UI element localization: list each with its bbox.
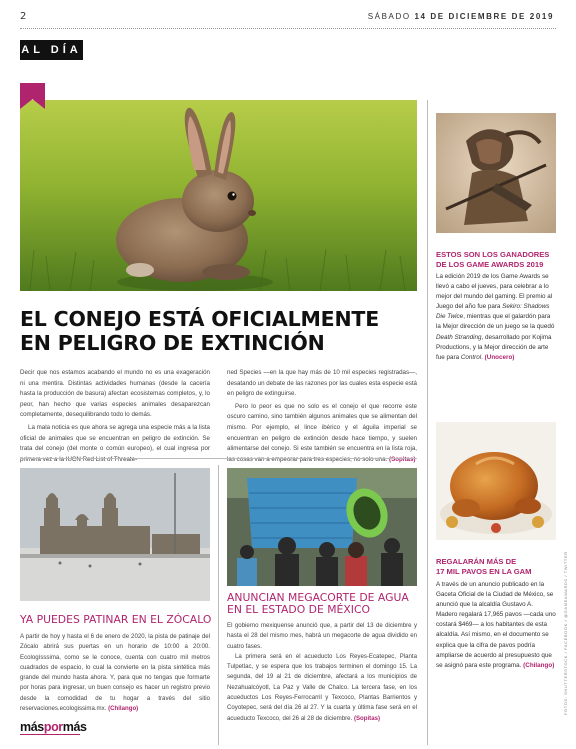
date-line [368,12,554,21]
turkeys-body-text: A través de un anuncio publicado en la Gaceta Oficial de la Ciudad de México, se anunció que la alcaldía Gustavo A. Madero regalará 17,965 pavos —cada uno costará $469— a los habitantes de esta alcaldía. Así mismo, en el documento se explica que la cifra de pavos podría ampliarse de acuerdo al presupuesto que se asignó para este programa. [436,581,556,669]
main-story-paragraph [227,402,417,466]
sidebar-divider [427,100,428,745]
game-title: Sekiro: Shadows Die Twice [436,303,550,321]
turkeys-headline-line-1: REGALARÁN MÁS DE [436,557,517,566]
date-full: 14 DE DICIEMBRE DE 2019 [414,12,554,21]
water-tank-illustration [227,468,417,586]
date-weekday: SÁBADO [367,12,411,21]
game-title: Death Stranding [436,333,482,341]
game-character-illustration [436,113,556,233]
brand-part: más [20,720,44,734]
section-label: AL DÍA [20,40,83,60]
main-headline-line-2: EN PELIGRO DE EXTINCIÓN [20,331,325,355]
water-headline-line-1: ANUNCIAN MEGACORTE DE AGUA [227,591,409,604]
water-paragraph-text: La primera será en el acueducto Los Reyes-Ecatepec, Planta Tulpetlac, y se espera que los trabajos terminen el domingo 15. La segunda, del 19 al 21 de diciembre, afectará a los municipios de Nezahualcóyotl, La Paz y Valle de Chalco. La tercera fase, en los acueductos Los Reyes-Ferrocarril y Texcoco, Plantas Barrientos y Coyotepec, será del día 26 al 27. Y la cuarta y última fase será en el acueducto Texcoco, del 26 al 28 de diciembre. [227,652,417,722]
rabbit-illustration [20,100,417,291]
water-source: (Sopitas) [353,714,381,722]
header-rule [20,28,556,29]
turkeys-headline [436,557,556,577]
zocalo-headline: YA PUEDES PATINAR EN EL ZÓCALO [20,613,212,626]
turkeys-headline-line-2: 17 MIL PAVOS EN LA GAM [436,567,532,576]
turkeys-source: (Chilango) [523,661,555,669]
column-divider [218,465,219,745]
brand-part: más [62,720,87,734]
game-title: Control [460,353,482,361]
main-story-paragraph-text: Pero lo peor es que no solo es el conejo el que recorre este oscuro camino, sino también algunos animales que se alimentan del mismo. Por ejemplo, el lince ibérico y el águila imperial se encuentran en peligro de extinción desde hace tiempo, y suelen alimentarse del conejo. Si este también se encuentra en la lista roja, las cosas van a empeorar para tres especies, no solo una. [227,402,417,463]
brand-logo [20,720,87,734]
awards-headline-line-2: DE LOS GAME AWARDS 2019 [436,260,544,269]
zocalo-body-text: A partir de hoy y hasta el 6 de enero de 2020, la pista de patinaje del Zócalo abrirá sus puertas en un horario de 10:00 a 20:00. Ecologísssima, como se le conoce, cuenta con cuatro mil metros cuadrados de espacio, lo cual la convierte en la pista sintética más grande del mundo hasta ahora. Y, para que no tengas que formarte por horas para ingresar, un buen consejo es hacer un registro previo desde la comodidad de tu hogar a través del sitio reservaciones.ecologissima.mx. [20,633,210,713]
brand-part: por [43,720,63,734]
photo-credit: FOTOS: SHUTTERSTOCK / FACEBOOK / @GAMEAWARDS / TWITTER [563,551,568,715]
cathedral-photo [20,468,210,601]
zocalo-body [20,632,210,714]
game-character-photo [436,113,556,233]
water-headline-line-2: EN EL ESTADO DE MÉXICO [227,603,370,616]
main-headline-line-1: EL CONEJO ESTÁ OFICIALMENTE [20,307,379,331]
water-body [227,621,417,724]
awards-body-text: . [481,353,485,361]
awards-body [436,272,556,363]
main-story-paragraph: La mala noticia es que ahora se agrega una especie más a la lista oficial de animales que se encuentran en peligro de extinción. Se trata del conejo (del monte o común europeo), el cual ingresa por primera vez a la IUCN Red List of Threate- [20,423,210,463]
turkeys-body [436,580,556,671]
section-divider [20,458,417,459]
main-story-paragraph: Decir que nos estamos acabando el mundo no es una exageración ni una mentira. Distintas actividades humanas (desde la cacería hasta la producción de basura) afectan ecosistemas completos, y, lo peor, han hecho que varias especies animales desaparezcan completamente, desequilibrando todo lo demás. [20,369,210,419]
roast-turkey-photo [436,422,556,540]
water-tank-photo [227,468,417,586]
water-headline [227,592,422,616]
main-story-paragraph: ned Species —en la que hay más de 10 mil especies registradas—, desatando un debate de las razones por las cuales esta especie está en peligro de extinguirse. [227,369,417,398]
awards-source: (Unocero) [484,353,515,361]
water-paragraph: El gobierno mexiquense anunció que, a partir del 13 de diciembre y hasta el 28 del mismo mes, habrá un megacorte de agua dividido en cuatro fases. [227,622,417,650]
main-headline [20,307,420,355]
roast-turkey-illustration [436,422,556,540]
awards-headline-line-1: ESTOS SON LOS GANADORES [436,250,550,259]
main-story-column-1 [20,368,210,467]
water-paragraph [227,652,417,724]
awards-body-text: La edición 2019 de los Game Awards se llevó a cabo el jueves, para celebrar a lo mejor del mundo del gaming. El premio al Juego del año fue para [436,273,553,311]
main-story-column-2 [227,368,417,467]
awards-body-text: , desarrollado por Kojima Productions, y la Mejor dirección de arte fue para [436,333,552,361]
zocalo-source: (Chilango) [108,705,139,713]
cathedral-illustration [20,468,210,601]
main-story-source: (Sopitas) [389,455,416,463]
awards-body-text: , mientras que el galardón para la Mejor dirección de un juego se la quedó [436,313,555,331]
brand-underline [20,734,80,735]
rabbit-photo [20,100,417,291]
awards-headline [436,250,556,270]
page-number: 2 [20,11,27,22]
